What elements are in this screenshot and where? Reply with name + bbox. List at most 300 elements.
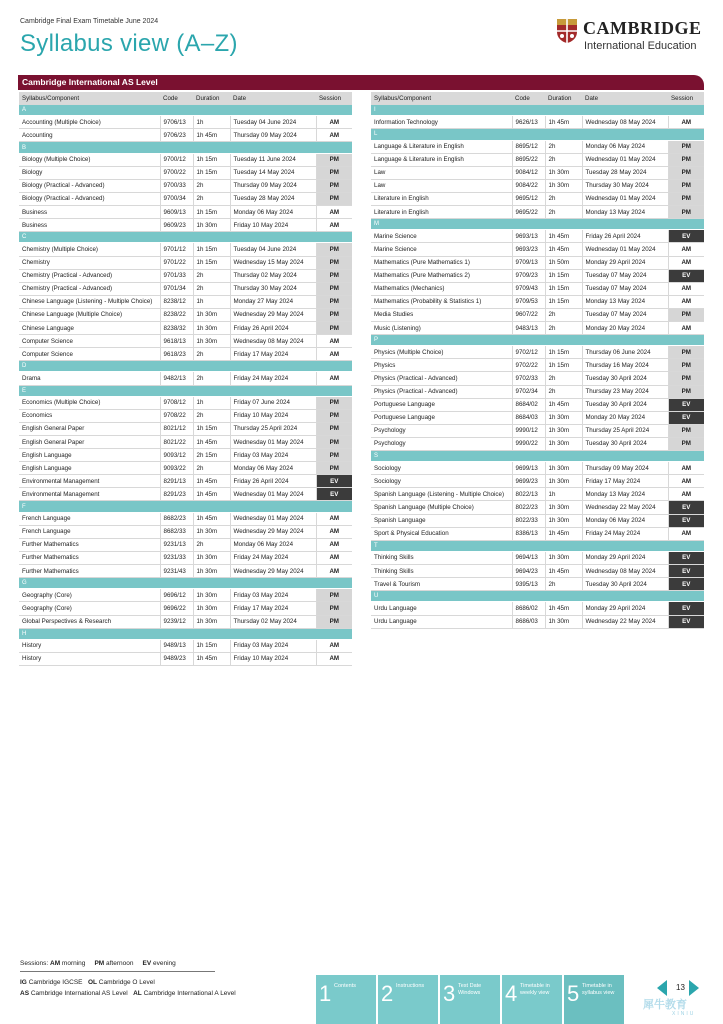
cell-syllabus: Law <box>371 179 512 192</box>
cell-code: 9694/13 <box>512 551 545 564</box>
cell-duration: 2h 15m <box>193 449 230 462</box>
cell-session: EV <box>668 565 704 578</box>
cell-code: 8695/12 <box>512 140 545 153</box>
cell-session: AM <box>316 565 352 578</box>
nav-tab-instructions[interactable] <box>378 975 438 1024</box>
cell-code: 8291/13 <box>160 475 193 488</box>
cell-duration: 1h <box>193 396 230 409</box>
cell-duration: 1h 45m <box>193 512 230 525</box>
table-row <box>371 527 704 540</box>
cell-session: PM <box>668 424 704 437</box>
table-row <box>371 295 704 308</box>
cell-duration: 2h <box>545 192 582 205</box>
table-row <box>19 256 352 269</box>
cell-code: 9489/13 <box>160 639 193 652</box>
nav-tab-number: 4 <box>505 981 518 1006</box>
col-header-code: Code <box>160 92 193 105</box>
section-row <box>371 451 704 462</box>
nav-tab-weekly-view[interactable] <box>502 975 562 1024</box>
cell-session: AM <box>316 652 352 665</box>
cell-date: Thursday 25 April 2024 <box>582 424 668 437</box>
nav-tab-test-date-windows[interactable] <box>440 975 500 1024</box>
section-row <box>371 591 704 602</box>
legend-pm-text: afternoon <box>106 960 134 967</box>
cell-session: PM <box>668 192 704 205</box>
cell-session: PM <box>316 153 352 166</box>
cell-duration: 1h 30m <box>545 424 582 437</box>
table-row <box>19 615 352 628</box>
table-row <box>19 488 352 501</box>
cell-syllabus: Travel & Tourism <box>371 578 512 591</box>
cell-syllabus: Literature in English <box>371 206 512 219</box>
table-row <box>19 206 352 219</box>
table-row <box>371 385 704 398</box>
legend-am-code: AM <box>50 960 61 967</box>
cell-session: EV <box>668 615 704 628</box>
cell-code: 8686/02 <box>512 602 545 615</box>
table-row <box>19 153 352 166</box>
table-row <box>19 462 352 475</box>
legend-as-text: Cambridge International AS Level <box>30 990 128 997</box>
cell-duration: 2h <box>545 206 582 219</box>
cell-date: Friday 24 May 2024 <box>230 551 316 564</box>
cell-duration: 2h <box>545 372 582 385</box>
table-row <box>19 449 352 462</box>
cell-date: Tuesday 30 April 2024 <box>582 398 668 411</box>
table-row <box>371 501 704 514</box>
table-header <box>19 92 352 105</box>
cell-duration: 1h 45m <box>545 116 582 129</box>
cell-code: 9700/22 <box>160 166 193 179</box>
table-row <box>371 192 704 205</box>
cell-code: 9708/22 <box>160 409 193 422</box>
cell-code: 8021/22 <box>160 436 193 449</box>
legend-sessions <box>20 960 176 968</box>
legend-pm-code: PM <box>94 960 105 967</box>
cell-syllabus: Chemistry (Practical - Advanced) <box>19 269 160 282</box>
cell-duration: 1h 45m <box>193 475 230 488</box>
section-row <box>19 578 352 589</box>
watermark-logo: 犀牛教育 <box>643 999 687 1011</box>
cell-syllabus: Computer Science <box>19 335 160 348</box>
table-row <box>371 140 704 153</box>
cell-session: PM <box>316 409 352 422</box>
section-letter: D <box>19 361 352 372</box>
cell-syllabus: Biology (Practical - Advanced) <box>19 179 160 192</box>
legend-ev-code: EV <box>142 960 152 967</box>
table-row <box>19 396 352 409</box>
nav-tab-number: 2 <box>381 981 394 1006</box>
cell-date: Monday 20 May 2024 <box>582 411 668 424</box>
cell-syllabus: Marine Science <box>371 243 512 256</box>
cell-code: 9231/33 <box>160 551 193 564</box>
cell-code: 8682/23 <box>160 512 193 525</box>
cell-code: 8021/12 <box>160 422 193 435</box>
cell-session: PM <box>316 256 352 269</box>
cell-syllabus: Chemistry <box>19 256 160 269</box>
cell-code: 8291/23 <box>160 488 193 501</box>
table-row <box>19 409 352 422</box>
cell-session: EV <box>668 551 704 564</box>
table-row <box>19 551 352 564</box>
cell-syllabus: Urdu Language <box>371 602 512 615</box>
cell-code: 9706/23 <box>160 129 193 142</box>
cell-date: Monday 13 May 2024 <box>582 295 668 308</box>
cell-date: Monday 06 May 2024 <box>230 462 316 475</box>
cell-date: Tuesday 07 May 2024 <box>582 282 668 295</box>
page-kicker: Cambridge Final Exam Timetable June 2024 <box>20 18 159 25</box>
cell-duration: 1h 30m <box>193 615 230 628</box>
cell-syllabus: Spanish Language (Listening - Multiple Choice) <box>371 488 512 501</box>
section-row <box>371 105 704 116</box>
cell-code: 9702/33 <box>512 372 545 385</box>
table-row <box>371 372 704 385</box>
cell-duration: 1h 45m <box>193 652 230 665</box>
cell-syllabus: Sport & Physical Education <box>371 527 512 540</box>
cell-date: Thursday 30 May 2024 <box>582 179 668 192</box>
cell-duration: 1h 30m <box>193 308 230 321</box>
cell-code: 8238/32 <box>160 321 193 334</box>
cell-duration: 2h <box>193 179 230 192</box>
cell-session: AM <box>668 116 704 129</box>
cell-code: 9489/23 <box>160 652 193 665</box>
cell-syllabus: Marine Science <box>371 230 512 243</box>
cell-code: 8386/13 <box>512 527 545 540</box>
section-row <box>19 232 352 243</box>
cell-syllabus: French Language <box>19 525 160 538</box>
cell-date: Tuesday 30 April 2024 <box>582 437 668 450</box>
table-row <box>371 551 704 564</box>
table-row <box>371 230 704 243</box>
cell-syllabus: Mathematics (Mechanics) <box>371 282 512 295</box>
cell-code: 9709/23 <box>512 269 545 282</box>
table-row <box>371 269 704 282</box>
cell-code: 9607/22 <box>512 308 545 321</box>
cell-syllabus: Mathematics (Probability & Statistics 1) <box>371 295 512 308</box>
cell-duration: 1h 15m <box>193 639 230 652</box>
section-row <box>19 361 352 372</box>
cell-session: EV <box>316 488 352 501</box>
cell-code: 8022/33 <box>512 514 545 527</box>
table-header <box>371 92 704 105</box>
legend-al-text: Cambridge International A Level <box>143 990 236 997</box>
table-row <box>19 652 352 665</box>
cell-date: Thursday 09 May 2024 <box>230 129 316 142</box>
legend-ol-code: OL <box>87 979 97 986</box>
cell-date: Friday 17 May 2024 <box>230 602 316 615</box>
cell-session: EV <box>668 411 704 424</box>
cell-code: 9626/13 <box>512 116 545 129</box>
cell-duration: 1h 15m <box>193 206 230 219</box>
cell-session: EV <box>668 578 704 591</box>
cell-session: EV <box>668 501 704 514</box>
legend-am-text: morning <box>61 960 86 967</box>
cell-session: AM <box>668 527 704 540</box>
table-row <box>371 308 704 321</box>
cell-syllabus: Spanish Language <box>371 514 512 527</box>
cell-session: PM <box>668 166 704 179</box>
cell-duration: 1h 45m <box>545 243 582 256</box>
cell-syllabus: Psychology <box>371 424 512 437</box>
table-row <box>371 346 704 359</box>
cell-duration: 1h 30m <box>193 335 230 348</box>
cell-duration: 1h 30m <box>193 565 230 578</box>
table-body-left <box>19 105 352 666</box>
section-row <box>371 540 704 551</box>
prev-page-icon[interactable] <box>657 980 667 996</box>
section-row <box>19 628 352 639</box>
cell-syllabus: Information Technology <box>371 116 512 129</box>
legend-ig-text: Cambridge IGCSE <box>28 979 83 986</box>
cell-syllabus: Mathematics (Pure Mathematics 1) <box>371 256 512 269</box>
cell-code: 8238/12 <box>160 295 193 308</box>
table-row <box>19 295 352 308</box>
legend-as-code: AS <box>20 990 30 997</box>
table-row <box>371 475 704 488</box>
cell-syllabus: English Language <box>19 462 160 475</box>
cambridge-shield-icon <box>556 18 578 44</box>
cell-syllabus: Environmental Management <box>19 475 160 488</box>
cell-code: 9708/12 <box>160 396 193 409</box>
cell-duration: 2h <box>545 153 582 166</box>
cell-session: PM <box>668 153 704 166</box>
cell-date: Friday 26 April 2024 <box>230 321 316 334</box>
cell-syllabus: Biology (Multiple Choice) <box>19 153 160 166</box>
cell-duration: 1h 30m <box>545 411 582 424</box>
table-row <box>19 436 352 449</box>
cell-code: 9084/12 <box>512 166 545 179</box>
cell-syllabus: History <box>19 652 160 665</box>
table-row <box>371 437 704 450</box>
page-title: Syllabus view (A–Z) <box>20 30 238 57</box>
cell-date: Friday 03 May 2024 <box>230 589 316 602</box>
cell-session: PM <box>668 346 704 359</box>
cell-date: Wednesday 29 May 2024 <box>230 565 316 578</box>
page-number: 13 <box>676 983 685 992</box>
cell-syllabus: Chemistry (Practical - Advanced) <box>19 282 160 295</box>
cell-date: Friday 07 June 2024 <box>230 396 316 409</box>
timetable-left <box>19 92 352 666</box>
cell-duration: 1h 30m <box>193 321 230 334</box>
cell-code: 8695/22 <box>512 153 545 166</box>
cell-duration: 1h 15m <box>193 153 230 166</box>
section-letter: U <box>371 591 704 602</box>
cell-date: Thursday 09 May 2024 <box>582 462 668 475</box>
col-header-syllabus: Syllabus/Component <box>371 92 512 105</box>
cell-date: Monday 29 April 2024 <box>582 602 668 615</box>
cell-date: Friday 03 May 2024 <box>230 639 316 652</box>
cell-session: PM <box>668 206 704 219</box>
cell-session: AM <box>668 295 704 308</box>
next-page-icon[interactable] <box>689 980 699 996</box>
cell-session: PM <box>668 372 704 385</box>
cell-session: PM <box>668 179 704 192</box>
cell-duration: 1h 15m <box>193 243 230 256</box>
cell-session: EV <box>668 398 704 411</box>
cell-date: Tuesday 30 April 2024 <box>582 372 668 385</box>
cell-date: Friday 10 May 2024 <box>230 409 316 422</box>
cell-code: 8686/03 <box>512 615 545 628</box>
cell-session: AM <box>668 462 704 475</box>
cell-syllabus: Chemistry (Multiple Choice) <box>19 243 160 256</box>
cell-code: 9084/22 <box>512 179 545 192</box>
cell-duration: 2h <box>545 308 582 321</box>
cell-session: PM <box>316 166 352 179</box>
cell-session: PM <box>316 449 352 462</box>
cell-session: EV <box>668 514 704 527</box>
cell-date: Friday 03 May 2024 <box>230 449 316 462</box>
cell-code: 9093/12 <box>160 449 193 462</box>
cell-date: Tuesday 07 May 2024 <box>582 308 668 321</box>
nav-tab-label: Timetable in syllabus view <box>582 983 615 996</box>
cell-code: 8022/13 <box>512 488 545 501</box>
cell-session: EV <box>668 230 704 243</box>
table-row <box>19 116 352 129</box>
cell-syllabus: Chinese Language <box>19 321 160 334</box>
section-letter: E <box>19 385 352 396</box>
col-header-session: Session <box>316 92 352 105</box>
cell-syllabus: Environmental Management <box>19 488 160 501</box>
cell-code: 9693/23 <box>512 243 545 256</box>
cell-date: Friday 10 May 2024 <box>230 652 316 665</box>
table-row <box>371 282 704 295</box>
footer-nav <box>316 975 626 1024</box>
cell-code: 9699/13 <box>512 462 545 475</box>
cell-session: PM <box>316 243 352 256</box>
cell-session: PM <box>316 179 352 192</box>
cell-date: Friday 24 May 2024 <box>230 372 316 385</box>
cell-code: 9709/43 <box>512 282 545 295</box>
cell-date: Wednesday 22 May 2024 <box>582 501 668 514</box>
cell-session: PM <box>316 321 352 334</box>
cell-syllabus: Language & Literature in English <box>371 140 512 153</box>
table-row <box>371 411 704 424</box>
cell-code: 9701/22 <box>160 256 193 269</box>
table-row <box>371 514 704 527</box>
logo-subtitle: International Education <box>584 40 697 52</box>
table-row <box>371 424 704 437</box>
cell-session: AM <box>316 512 352 525</box>
cell-duration: 2h <box>545 321 582 334</box>
timetable-right <box>371 92 704 629</box>
section-letter: P <box>371 335 704 346</box>
cell-date: Thursday 06 June 2024 <box>582 346 668 359</box>
cell-session: PM <box>668 385 704 398</box>
cell-duration: 2h <box>193 462 230 475</box>
cell-session: AM <box>316 348 352 361</box>
nav-tab-label: Test Date Windows <box>458 983 482 996</box>
cell-code: 8682/33 <box>160 525 193 538</box>
cell-duration: 1h 45m <box>193 488 230 501</box>
cell-date: Friday 10 May 2024 <box>230 219 316 232</box>
cell-code: 9990/12 <box>512 424 545 437</box>
cell-syllabus: Economics (Multiple Choice) <box>19 396 160 409</box>
cell-duration: 1h 45m <box>545 602 582 615</box>
cell-duration: 1h <box>545 488 582 501</box>
table-row <box>19 129 352 142</box>
section-letter: A <box>19 105 352 116</box>
cell-date: Friday 17 May 2024 <box>230 348 316 361</box>
cell-date: Thursday 16 May 2024 <box>582 359 668 372</box>
legend-al-code: AL <box>133 990 142 997</box>
legend-ig-code: IG <box>20 979 27 986</box>
cell-date: Wednesday 29 May 2024 <box>230 525 316 538</box>
cell-code: 9093/22 <box>160 462 193 475</box>
cell-session: PM <box>316 589 352 602</box>
legend-ev-text: evening <box>152 960 176 967</box>
cell-code: 9702/12 <box>512 346 545 359</box>
cell-duration: 1h 15m <box>545 269 582 282</box>
legend-levels-2 <box>20 990 236 998</box>
cell-duration: 1h <box>193 295 230 308</box>
legend-sessions-label: Sessions: <box>20 960 49 967</box>
cell-date: Wednesday 29 May 2024 <box>230 308 316 321</box>
cell-syllabus: Chinese Language (Listening - Multiple Choice) <box>19 295 160 308</box>
cell-syllabus: Spanish Language (Multiple Choice) <box>371 501 512 514</box>
cell-session: PM <box>316 308 352 321</box>
cell-code: 8022/23 <box>512 501 545 514</box>
cell-syllabus: Economics <box>19 409 160 422</box>
cell-syllabus: Music (Listening) <box>371 321 512 334</box>
cell-date: Wednesday 01 May 2024 <box>582 153 668 166</box>
cell-syllabus: Physics <box>371 359 512 372</box>
cell-date: Thursday 25 April 2024 <box>230 422 316 435</box>
cell-session: AM <box>668 321 704 334</box>
cell-date: Thursday 02 May 2024 <box>230 615 316 628</box>
table-row <box>19 602 352 615</box>
cell-date: Tuesday 07 May 2024 <box>582 269 668 282</box>
cell-date: Wednesday 01 May 2024 <box>582 243 668 256</box>
legend-ol-text: Cambridge O Level <box>98 979 155 986</box>
cell-code: 9700/33 <box>160 179 193 192</box>
cell-duration: 1h 30m <box>193 551 230 564</box>
table-row <box>371 179 704 192</box>
table-row <box>19 243 352 256</box>
cell-code: 9239/12 <box>160 615 193 628</box>
table-row <box>19 475 352 488</box>
cell-duration: 1h 45m <box>545 230 582 243</box>
cell-syllabus: Physics (Practical - Advanced) <box>371 372 512 385</box>
nav-tab-contents[interactable] <box>316 975 376 1024</box>
table-row <box>19 335 352 348</box>
col-header-duration: Duration <box>545 92 582 105</box>
table-row <box>371 321 704 334</box>
cell-duration: 1h 45m <box>545 527 582 540</box>
cambridge-logo <box>556 18 706 56</box>
cell-code: 9231/43 <box>160 565 193 578</box>
nav-tab-syllabus-view[interactable] <box>564 975 624 1024</box>
cell-duration: 2h <box>193 372 230 385</box>
cell-syllabus: Computer Science <box>19 348 160 361</box>
col-header-duration: Duration <box>193 92 230 105</box>
cell-date: Tuesday 28 May 2024 <box>230 192 316 205</box>
cell-duration: 1h 15m <box>193 166 230 179</box>
cell-date: Friday 26 April 2024 <box>230 475 316 488</box>
cell-duration: 1h 15m <box>545 346 582 359</box>
cell-syllabus: Business <box>19 206 160 219</box>
cell-syllabus: Mathematics (Pure Mathematics 2) <box>371 269 512 282</box>
cell-session: PM <box>316 436 352 449</box>
section-letter: H <box>19 628 352 639</box>
cell-duration: 1h 45m <box>193 436 230 449</box>
table-row <box>19 179 352 192</box>
cell-duration: 2h <box>193 269 230 282</box>
qualification-band: Cambridge International AS Level <box>18 75 704 90</box>
cell-session: PM <box>316 192 352 205</box>
table-row <box>19 282 352 295</box>
cell-syllabus: Portuguese Language <box>371 398 512 411</box>
cell-duration: 1h 45m <box>545 565 582 578</box>
